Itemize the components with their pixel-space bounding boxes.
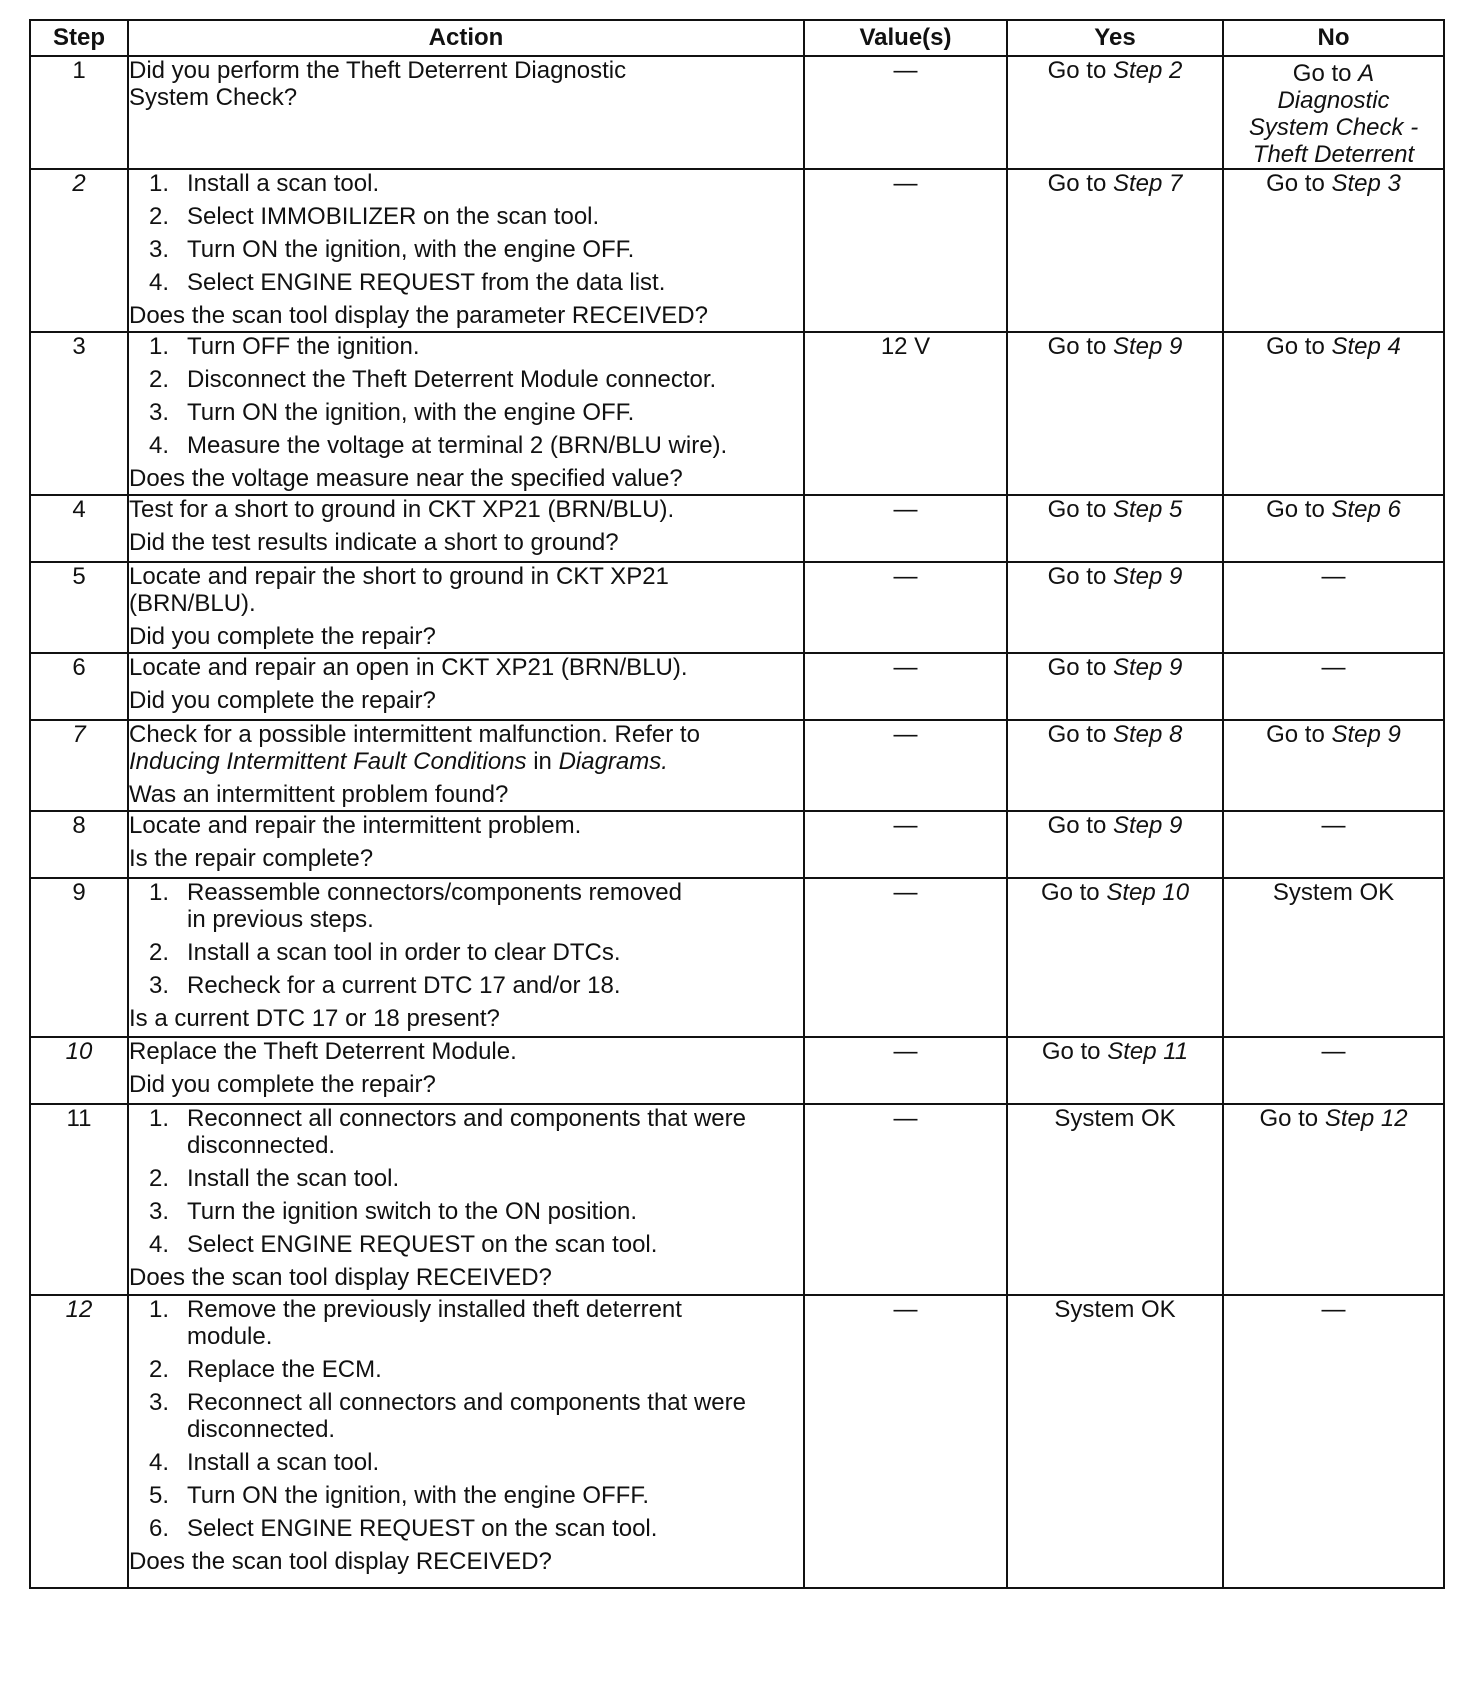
action-question: Did you complete the repair? [129, 687, 436, 714]
list-item: 1. Turn OFF the ignition. [149, 333, 420, 360]
action-question: Does the scan tool display RECEIVED? [129, 1548, 552, 1575]
value-cell: — [804, 1104, 1007, 1295]
yes-step-link[interactable]: Step 5 [1112, 496, 1183, 523]
value-cell: — [804, 811, 1007, 878]
yes-cell: System OK [1007, 1104, 1223, 1295]
no-cell: — [1223, 562, 1444, 653]
table-row [30, 878, 1444, 1037]
list-item: 4. Select ENGINE REQUEST from the data list. [149, 269, 666, 296]
list-item: 2. Install the scan tool. [149, 1165, 400, 1192]
table-row [30, 562, 1444, 653]
instruction-list [129, 333, 803, 459]
header-step: Step [30, 20, 128, 56]
list-item: 2. Disconnect the Theft Deterrent Module connector. [149, 366, 717, 393]
yes-step-link[interactable]: Step 9 [1112, 333, 1183, 360]
step-number: 11 [30, 1104, 128, 1295]
action-question: Is the repair complete? [129, 845, 374, 872]
action-text: System Check? [129, 84, 298, 111]
no-step-link[interactable]: Step 4 [1331, 333, 1401, 360]
table-row [30, 495, 1444, 562]
action-question: Does the voltage measure near the specified value? [129, 465, 683, 492]
action-text: Locate and repair the intermittent problem. [129, 812, 582, 839]
action-cell [128, 332, 804, 495]
step-label: 7 [72, 721, 86, 748]
action-text: Inducing Intermittent Fault Conditions in Diagrams. [129, 748, 668, 775]
step-number [30, 1037, 128, 1104]
table-row [30, 332, 1444, 495]
table-row [30, 653, 1444, 720]
yes-step-link[interactable]: Step 10 [1106, 879, 1190, 906]
no-cell: Go to Step 3 [1223, 169, 1444, 332]
action-cell [128, 562, 804, 653]
yes-cell [1007, 56, 1223, 169]
header-values: Value(s) [804, 20, 1007, 56]
list-item: 3. Turn ON the ignition, with the engine OFF. [149, 236, 635, 263]
value-cell: — [804, 562, 1007, 653]
list-item: 2. Replace the ECM. [149, 1356, 382, 1383]
action-question: Is a current DTC 17 or 18 present? [129, 1005, 500, 1032]
yes-cell: Go to Step 10 [1007, 878, 1223, 1037]
no-ref-link[interactable]: Diagnostic [1277, 87, 1390, 114]
table-row [30, 1037, 1444, 1104]
yes-step-link[interactable]: Step 9 [1112, 563, 1183, 590]
action-cell [128, 653, 804, 720]
no-step-link[interactable]: Step 3 [1331, 170, 1401, 197]
no-cell: Go to Step 6 [1223, 495, 1444, 562]
yes-prefix: Go to [1047, 57, 1113, 84]
no-line [1224, 60, 1443, 87]
action-text: Did you perform the Theft Deterrent Diagnostic [129, 57, 627, 84]
list-item: 3. Turn the ignition switch to the ON position. [149, 1198, 637, 1225]
instruction-list [129, 1296, 803, 1542]
value-cell: — [804, 653, 1007, 720]
step-number [30, 720, 128, 811]
reference-link[interactable]: Diagrams. [558, 748, 668, 775]
list-item: 3. Turn ON the ignition, with the engine OFF. [149, 399, 635, 426]
step-label: 10 [65, 1038, 93, 1065]
no-cell: Go to Step 9 [1223, 720, 1444, 811]
header-action: Action [128, 20, 804, 56]
value-cell: — [804, 720, 1007, 811]
instruction-list [129, 879, 803, 999]
no-cell: Go to Step 12 [1223, 1104, 1444, 1295]
yes-cell: Go to Step 9 [1007, 562, 1223, 653]
action-text: Locate and repair an open in CKT XP21 (BRN/BLU). [129, 654, 688, 681]
list-item: 1. Reconnect all connectors and components that were disconnected. [149, 1105, 746, 1159]
no-cell: System OK [1223, 878, 1444, 1037]
list-item: 3. Reconnect all connectors and components that were disconnected. [149, 1389, 746, 1443]
list-item: 2. Install a scan tool in order to clear DTCs. [149, 939, 621, 966]
yes-cell: System OK [1007, 1295, 1223, 1588]
value-cell: — [804, 495, 1007, 562]
action-text: Replace the Theft Deterrent Module. [129, 1038, 517, 1065]
no-step-link[interactable]: Step 12 [1324, 1105, 1408, 1132]
list-item: 6. Select ENGINE REQUEST on the scan tool. [149, 1515, 658, 1542]
action-text: Check for a possible intermittent malfunction. Refer to [129, 721, 700, 748]
table-row [30, 169, 1444, 332]
list-item: 1. Reassemble connectors/components removed in previous steps. [149, 879, 682, 933]
yes-step-link[interactable]: Step 9 [1112, 812, 1183, 839]
action-text: Test for a short to ground in CKT XP21 (BRN/BLU). [129, 496, 675, 523]
action-question: Did you complete the repair? [129, 1071, 436, 1098]
step-number [30, 1295, 128, 1588]
yes-step-link[interactable]: Step 2 [1112, 57, 1183, 84]
action-question: Does the scan tool display the parameter RECEIVED? [129, 302, 708, 329]
yes-step-link[interactable]: Step 11 [1107, 1038, 1189, 1065]
no-cell: — [1223, 811, 1444, 878]
diagnostic-table [29, 19, 1445, 1589]
no-ref-link[interactable]: A [1358, 60, 1375, 87]
step-label: 2 [72, 170, 86, 197]
action-text: Locate and repair the short to ground in CKT XP21 [129, 563, 669, 590]
no-cell [1223, 56, 1444, 169]
step-number: 8 [30, 811, 128, 878]
action-cell [128, 878, 804, 1037]
yes-cell: Go to Step 9 [1007, 811, 1223, 878]
instruction-list [129, 170, 803, 296]
no-step-link[interactable]: Step 9 [1331, 721, 1401, 748]
action-cell [128, 1295, 804, 1588]
no-step-link[interactable]: Step 6 [1331, 496, 1401, 523]
action-question: Did you complete the repair? [129, 623, 436, 650]
list-item: 2. Select IMMOBILIZER on the scan tool. [149, 203, 600, 230]
instruction-list [129, 1105, 803, 1258]
action-question: Did the test results indicate a short to ground? [129, 529, 619, 556]
action-cell [128, 495, 804, 562]
action-cell [128, 1037, 804, 1104]
yes-step-link[interactable]: Step 9 [1112, 654, 1183, 681]
no-cell: — [1223, 1037, 1444, 1104]
yes-cell: Go to Step 5 [1007, 495, 1223, 562]
value-cell: — [804, 1037, 1007, 1104]
list-item: 4. Measure the voltage at terminal 2 (BRN/BLU wire). [149, 432, 728, 459]
table-row [30, 811, 1444, 878]
action-cell [128, 1104, 804, 1295]
yes-step-link[interactable]: Step 7 [1112, 170, 1183, 197]
step-number: 6 [30, 653, 128, 720]
yes-cell: Go to Step 9 [1007, 653, 1223, 720]
yes-cell: Go to Step 7 [1007, 169, 1223, 332]
no-prefix: Go to [1292, 60, 1359, 87]
step-number: 5 [30, 562, 128, 653]
step-number: 4 [30, 495, 128, 562]
yes-cell: Go to Step 8 [1007, 720, 1223, 811]
action-cell [128, 169, 804, 332]
no-ref-link[interactable]: Theft Deterrent [1252, 141, 1415, 168]
value-cell: — [804, 1295, 1007, 1588]
no-cell: — [1223, 653, 1444, 720]
value-cell: — [804, 56, 1007, 169]
header-no: No [1223, 20, 1444, 56]
action-cell [128, 720, 804, 811]
no-ref-link[interactable]: System Check - [1248, 114, 1419, 141]
step-number [30, 169, 128, 332]
step-label: 12 [65, 1296, 93, 1323]
reference-link[interactable]: Inducing Intermittent Fault Conditions [129, 748, 527, 775]
table-row [30, 56, 1444, 169]
list-item: 3. Recheck for a current DTC 17 and/or 18. [149, 972, 621, 999]
no-cell: — [1223, 1295, 1444, 1588]
list-item: 1. Remove the previously installed theft deterrent module. [149, 1296, 682, 1350]
value-cell: — [804, 169, 1007, 332]
header-row [30, 20, 1444, 56]
value-cell: 12 V [804, 332, 1007, 495]
table-row [30, 1104, 1444, 1295]
table-row [30, 1295, 1444, 1588]
value-cell: — [804, 878, 1007, 1037]
list-item: 4. Install a scan tool. [149, 1449, 380, 1476]
step-number: 1 [30, 56, 128, 169]
yes-cell: Go to Step 9 [1007, 332, 1223, 495]
no-cell: Go to Step 4 [1223, 332, 1444, 495]
yes-cell: Go to Step 11 [1007, 1037, 1223, 1104]
list-item: 1. Install a scan tool. [149, 170, 380, 197]
step-number: 9 [30, 878, 128, 1037]
step-number: 3 [30, 332, 128, 495]
list-item: 4. Select ENGINE REQUEST on the scan tool. [149, 1231, 658, 1258]
action-text: (BRN/BLU). [129, 590, 256, 617]
action-cell [128, 56, 804, 169]
table-row [30, 720, 1444, 811]
action-cell [128, 811, 804, 878]
action-question: Does the scan tool display RECEIVED? [129, 1264, 552, 1291]
yes-step-link[interactable]: Step 8 [1112, 721, 1183, 748]
header-yes: Yes [1007, 20, 1223, 56]
list-item: 5. Turn ON the ignition, with the engine OFFF. [149, 1482, 649, 1509]
action-question: Was an intermittent problem found? [129, 781, 509, 808]
